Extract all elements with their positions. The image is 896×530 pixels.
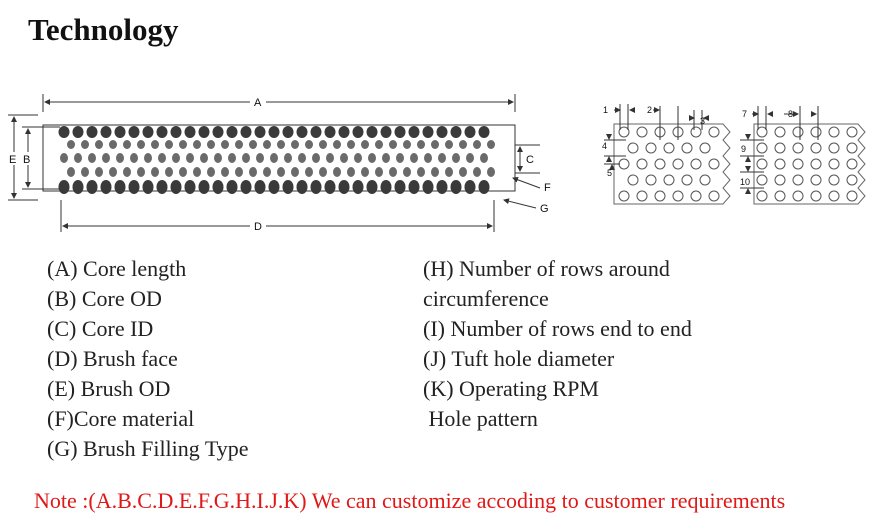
brush-tuft [389,140,397,149]
brush-tuft [423,126,434,138]
brush-tuft [403,167,411,177]
brush-tuft [235,140,243,149]
brush-tuft [353,126,364,138]
brush-tuft [193,167,201,177]
tuft-hole [682,143,692,153]
brush-tuft [297,126,308,138]
tuft-hole [700,175,710,185]
brush-tuft [87,126,98,138]
brush-tuft [333,140,341,149]
tuft-hole [847,191,857,201]
brush-tuft [353,180,364,194]
brush-tuft [172,153,180,163]
tuft-hole [847,127,857,137]
pattern1-label-1: 1 [603,105,609,115]
tuft-hole [700,143,710,153]
brush-tuft [451,180,462,194]
tuft-hole [757,175,767,185]
brush-tuft [115,180,126,194]
brush-tuft [395,126,406,138]
brush-tuft [60,153,68,163]
brush-tuft [213,180,224,194]
brush-tuft [81,140,89,149]
legend-right [423,254,692,434]
brush-tuft [368,153,376,163]
tuft-hole [811,143,821,153]
tuft-hole [664,175,674,185]
brush-tuft [123,167,131,177]
brush-tuft [73,126,84,138]
tuft-hole [811,175,821,185]
brush-tuft [325,126,336,138]
tuft-hole [619,191,629,201]
pattern1-label-4: 4 [602,141,608,151]
brush-tuft [269,180,280,194]
legend-item-f: (F)Core material [47,406,195,431]
brush-tuft [305,167,313,177]
brush-tuft [361,140,369,149]
brush-tuft [479,180,490,194]
brush-tuft [277,167,285,177]
brush-tuft [200,153,208,163]
brush-tuft [242,153,250,163]
brush-tuft [465,180,476,194]
brush-tuft [137,167,145,177]
brush-tuft [339,180,350,194]
brush-tuft [73,180,84,194]
brush-tuft [241,126,252,138]
brush-tuft [333,167,341,177]
legend-item-j: (J) Tuft hole diameter [423,346,615,371]
brush-tuft [115,126,126,138]
brush-tuft [207,140,215,149]
brush-tuft [143,126,154,138]
tuft-hole [847,159,857,169]
brush-tuft [424,153,432,163]
brush-tuft [431,167,439,177]
tuft-hole [829,159,839,169]
tuft-hole [646,175,656,185]
tuft-hole [829,127,839,137]
brush-tuft [143,180,154,194]
brush-tuft [319,167,327,177]
tuft-hole [619,159,629,169]
tuft-hole [775,191,785,201]
brush-roller [43,125,515,194]
brush-tuft [87,180,98,194]
brush-tuft [102,153,110,163]
brush-tuft [228,153,236,163]
brush-tuft [361,167,369,177]
label-e: E [9,154,17,166]
brush-tuft [409,180,420,194]
brush-tuft [311,126,322,138]
brush-tuft [101,126,112,138]
brush-tuft [319,140,327,149]
brush-tuft [67,140,75,149]
tuft-hole [847,175,857,185]
tuft-hole [811,191,821,201]
brush-tuft [437,126,448,138]
brush-tuft [410,153,418,163]
brush-tuft [311,180,322,194]
tuft-hole [793,175,803,185]
label-d: D [254,221,262,233]
label-g: G [540,203,549,215]
brush-tuft [157,126,168,138]
brush-tuft [417,167,425,177]
legend-left [47,254,249,464]
tuft-hole [793,127,803,137]
brush-tuft [284,153,292,163]
brush-tuft [270,153,278,163]
page-title: Technology [28,12,179,47]
brush-tuft [179,140,187,149]
brush-tuft [101,180,112,194]
brush-tuft [123,140,131,149]
brush-tuft [367,180,378,194]
brush-tuft [283,180,294,194]
brush-tuft [297,180,308,194]
brush-tuft [347,167,355,177]
brush-tuft [459,140,467,149]
brush-tuft [347,140,355,149]
pattern2-label-8: 8 [788,109,794,119]
legend-item-b: (B) Core OD [47,286,162,311]
brush-tuft [88,153,96,163]
tuft-hole [847,143,857,153]
legend-item-g: (G) Brush Filling Type [47,436,249,461]
brush-tuft [137,140,145,149]
brush-tuft [409,126,420,138]
brush-tuft [144,153,152,163]
brush-tuft [151,167,159,177]
brush-tuft [165,167,173,177]
tuft-hole [829,175,839,185]
brush-tuft [479,126,490,138]
brush-tuft [473,167,481,177]
brush-tuft [459,167,467,177]
brush-tuft [473,140,481,149]
brush-tuft [227,126,238,138]
tuft-hole [775,159,785,169]
brush-tuft [81,167,89,177]
brush-tuft [157,180,168,194]
brush-tuft [283,126,294,138]
brush-tuft [417,140,425,149]
tuft-hole [682,175,692,185]
pattern1-label-3: 3 [700,116,706,126]
brush-tuft [403,140,411,149]
tuft-hole [829,143,839,153]
brush-tuft [249,167,257,177]
brush-tuft [354,153,362,163]
brush-tuft [423,180,434,194]
brush-tuft [165,140,173,149]
tuft-hole [811,127,821,137]
tuft-hole [775,127,785,137]
tuft-hole [691,191,701,201]
brush-tuft [129,180,140,194]
tuft-hole [637,191,647,201]
brush-tuft [452,153,460,163]
brush-tuft [199,126,210,138]
brush-diagram [0,0,896,240]
brush-tuft [235,167,243,177]
brush-tuft [375,167,383,177]
brush-tuft [185,180,196,194]
brush-tuft [109,140,117,149]
tuft-hole [673,191,683,201]
brush-tuft [193,140,201,149]
brush-tuft [445,167,453,177]
brush-tuft [389,167,397,177]
tuft-hole [637,159,647,169]
tuft-hole [775,175,785,185]
legend-item-a: (A) Core length [47,256,187,281]
legend-item-h: (H) Number of rows around [423,256,670,281]
brush-tuft [67,167,75,177]
legend-item-k: (K) Operating RPM [423,376,599,401]
pattern2-label-7: 7 [742,109,748,119]
brush-tuft [263,140,271,149]
brush-tuft [487,167,495,177]
tuft-hole [655,159,665,169]
brush-tuft [74,153,82,163]
brush-tuft [445,140,453,149]
brush-tuft [487,140,495,149]
hole-pattern-inline [740,106,865,204]
brush-tuft [221,140,229,149]
brush-tuft [277,140,285,149]
label-a: A [254,97,262,109]
tuft-hole [709,127,719,137]
pattern1-label-2: 2 [647,105,653,115]
pattern2-label-10: 10 [740,177,751,187]
brush-tuft [129,126,140,138]
tuft-hole [829,191,839,201]
brush-tuft [465,126,476,138]
tuft-hole [793,191,803,201]
legend-item-hole-pattern: Hole pattern [423,406,538,431]
brush-tuft [185,126,196,138]
brush-tuft [269,126,280,138]
brush-tuft [116,153,124,163]
brush-tuft [305,140,313,149]
brush-tuft [291,140,299,149]
tuft-hole [709,191,719,201]
tuft-hole [811,159,821,169]
pattern1-label-5: 5 [607,168,613,178]
label-c: C [526,154,534,166]
brush-tuft [213,126,224,138]
tuft-hole [628,175,638,185]
brush-tuft [480,153,488,163]
tuft-hole [793,143,803,153]
brush-tuft [382,153,390,163]
brush-tuft [263,167,271,177]
brush-tuft [326,153,334,163]
tuft-hole [757,143,767,153]
tuft-hole [775,143,785,153]
brush-tuft [367,126,378,138]
brush-tuft [214,153,222,163]
brush-tuft [451,126,462,138]
brush-tuft [431,140,439,149]
brush-tuft [221,167,229,177]
brush-tuft [95,140,103,149]
brush-tuft [241,180,252,194]
brush-tuft [381,126,392,138]
brush-tuft [186,153,194,163]
brush-tuft [207,167,215,177]
brush-tuft [95,167,103,177]
brush-tuft [340,153,348,163]
hole-pattern-staggered [602,104,730,204]
tuft-hole [646,143,656,153]
brush-tuft [255,126,266,138]
brush-tuft [179,167,187,177]
brush-tuft [151,140,159,149]
brush-tuft [312,153,320,163]
brush-tuft [375,140,383,149]
brush-tuft [466,153,474,163]
brush-tuft [291,167,299,177]
brush-tuft [256,153,264,163]
label-b: B [23,154,31,166]
brush-tuft [59,126,70,138]
legend-item-e: (E) Brush OD [47,376,171,401]
brush-tuft [438,153,446,163]
customization-note: Note :(A.B.C.D.E.F.G.H.I.J.K) We can customize accoding to customer requirements [34,488,786,513]
brush-tuft [437,180,448,194]
tuft-hole [664,143,674,153]
tuft-hole [757,191,767,201]
brush-tuft [199,180,210,194]
tuft-hole [628,143,638,153]
tuft-hole [709,159,719,169]
brush-tuft [381,180,392,194]
tuft-hole [655,191,665,201]
brush-tuft [298,153,306,163]
brush-tuft [171,180,182,194]
tuft-hole [793,159,803,169]
pattern2-label-9: 9 [741,144,747,154]
brush-tuft [227,180,238,194]
brush-tuft [255,180,266,194]
brush-tuft [158,153,166,163]
label-f: F [544,182,551,194]
brush-tuft [339,126,350,138]
legend-item-i: (I) Number of rows end to end [423,316,692,341]
tuft-hole [637,127,647,137]
legend-item-d: (D) Brush face [47,346,178,371]
legend-item-c: (C) Core ID [47,316,154,341]
tuft-hole [691,159,701,169]
tuft-hole [691,127,701,137]
brush-tuft [109,167,117,177]
brush-tuft [325,180,336,194]
legend-item-h-cont: circumference [423,286,549,311]
tuft-hole [757,159,767,169]
brush-tuft [396,153,404,163]
brush-tuft [171,126,182,138]
brush-tuft [395,180,406,194]
tuft-hole [673,159,683,169]
brush-tuft [130,153,138,163]
brush-tuft [59,180,70,194]
brush-tuft [249,140,257,149]
